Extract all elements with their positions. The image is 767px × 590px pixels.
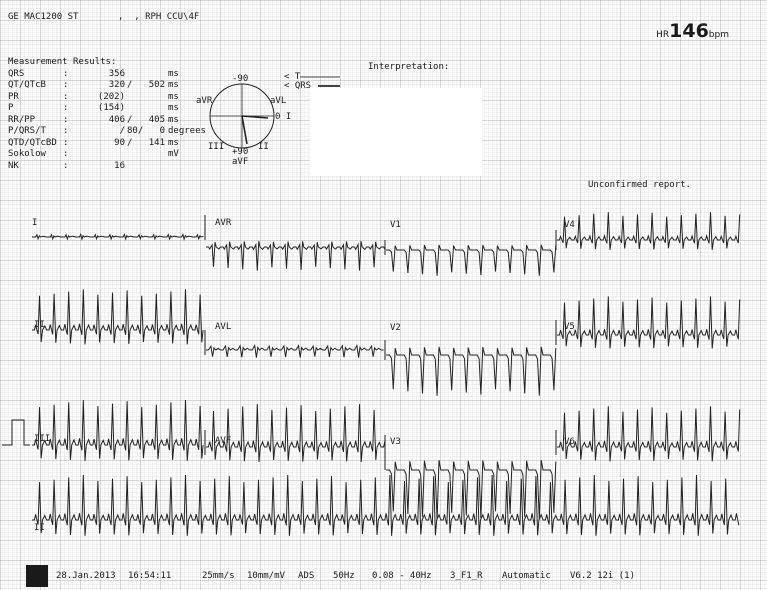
trace-lead-i xyxy=(32,234,204,239)
measurement-value: 16 xyxy=(114,160,125,171)
measurement-colon: : xyxy=(63,68,69,79)
measurement-label: P xyxy=(8,103,14,113)
lead-label-v1: V1 xyxy=(390,220,401,230)
footer-gain: 10mm/mV xyxy=(247,571,285,581)
trace-lead-ii xyxy=(32,289,203,344)
trace-lead-v5 xyxy=(557,296,740,348)
lead-label-i: I xyxy=(32,218,38,228)
measurement-value: / xyxy=(119,126,125,136)
measurement-value: (154) xyxy=(97,103,125,113)
footer-speed: 25mm/s xyxy=(202,571,235,581)
calibration-pulse xyxy=(2,420,30,445)
measurement-label: P/QRS/T xyxy=(8,126,46,136)
footer-filter: 0.08 - 40Hz xyxy=(372,571,432,581)
measurement-separator: / xyxy=(127,80,133,90)
trace-rhythm-ii xyxy=(32,475,739,536)
measurement-value: 90 xyxy=(114,137,125,148)
lead-label-avr: AVR xyxy=(215,218,232,228)
lead-label-v6: V6 xyxy=(564,437,575,447)
lead-label-rhythm: II xyxy=(34,523,45,533)
measurement-label: PR xyxy=(8,91,19,102)
footer-mains: 50Hz xyxy=(333,571,355,581)
device-name: GE MAC1200 ST xyxy=(8,12,79,22)
patient-location: , , RPH CCU\4F xyxy=(118,12,200,22)
measurement-title: Measurement Results: xyxy=(8,57,117,67)
measurement-colon: : xyxy=(63,91,69,102)
hr-value: 146 xyxy=(669,20,709,42)
measurement-colon: : xyxy=(63,103,69,113)
measurement-label: Sokolow xyxy=(8,149,46,159)
lead-label-v5: V5 xyxy=(564,322,575,332)
measurement-colon: : xyxy=(63,149,69,159)
axis-bottom-label: +90 xyxy=(232,147,249,157)
axis-avr-label: aVR xyxy=(196,96,213,106)
measurement-separator: 80/ xyxy=(127,126,144,136)
measurement-label: RR/PP xyxy=(8,114,36,125)
trace-lead-avf xyxy=(206,404,385,462)
legend-t-text: T xyxy=(294,72,301,82)
footer-code: 3_F1_R xyxy=(450,571,483,581)
axis-ii-label: II xyxy=(258,142,269,152)
measurement-value: 406 xyxy=(108,114,125,125)
lead-label-v3: V3 xyxy=(390,437,401,447)
trace-lead-v3 xyxy=(386,460,556,519)
hr-label: HR xyxy=(656,30,670,40)
trace-lead-v2 xyxy=(386,347,556,396)
measurement-unit: ms xyxy=(168,91,179,102)
axis-top-label: -90 xyxy=(232,74,249,84)
legend-qrs-label: < QRS xyxy=(284,81,312,91)
measurement-unit: ms xyxy=(168,80,179,90)
axis-qrs-vector xyxy=(242,116,247,144)
measurement-value-2: 141 xyxy=(148,137,165,148)
measurement-separator: / xyxy=(127,114,133,125)
measurement-separator: / xyxy=(127,137,133,148)
trace-lead-v6 xyxy=(557,406,740,461)
footer-time: 16:54:11 xyxy=(128,571,172,581)
legend-qrs-text: QRS xyxy=(294,81,312,91)
footer-date: 28.Jan.2013 xyxy=(56,571,116,581)
measurement-unit: ms xyxy=(168,103,179,113)
measurement-label: QRS xyxy=(8,68,25,79)
measurement-value-2: 0 xyxy=(159,126,165,136)
measurement-label: QT/QTcB xyxy=(8,80,46,90)
axis-avf-label: aVF xyxy=(232,157,249,167)
measurement-colon: : xyxy=(63,137,69,148)
measurement-unit: ms xyxy=(168,114,179,125)
measurement-value: 320 xyxy=(108,80,125,90)
lead-label-v4: V4 xyxy=(564,220,575,230)
measurement-colon: : xyxy=(63,80,69,90)
lead-label-iii: III xyxy=(34,434,51,444)
footer-version: V6.2 12i (1) xyxy=(570,571,636,581)
lead-label-ii: II xyxy=(34,320,45,330)
interpretation-title: Interpretation: xyxy=(368,62,450,72)
trace-lead-iii xyxy=(32,400,203,461)
axis-iii-label: III xyxy=(208,142,225,152)
lead-label-avf: AVF xyxy=(215,436,232,446)
measurement-colon: : xyxy=(63,114,69,125)
report-status: Unconfirmed report. xyxy=(588,180,691,190)
measurement-unit: ms xyxy=(168,137,179,148)
trace-lead-v1 xyxy=(386,245,556,276)
measurement-unit: degrees xyxy=(168,126,206,136)
axis-right-label: 0 I xyxy=(275,112,292,122)
measurement-unit: ms xyxy=(168,68,179,79)
trace-lead-v4 xyxy=(557,212,740,250)
footer-black-marker xyxy=(26,565,48,587)
measurement-value-2: 502 xyxy=(148,80,165,90)
measurement-value-2: 405 xyxy=(148,114,165,125)
trace-lead-avr xyxy=(206,241,385,271)
lead-label-v2: V2 xyxy=(390,323,401,333)
measurement-label: NK xyxy=(8,160,19,171)
measurement-value: (202) xyxy=(97,91,125,102)
lead-label-avl: AVL xyxy=(215,322,232,332)
measurement-colon: : xyxy=(63,160,69,171)
measurement-unit: mV xyxy=(168,149,179,159)
measurement-colon: : xyxy=(63,126,69,136)
measurement-value: 356 xyxy=(108,68,125,79)
trace-lead-avl xyxy=(206,346,384,358)
legend-t-label: < T xyxy=(284,72,301,82)
axis-avl-label: aVL xyxy=(270,96,287,106)
measurement-label: QTD/QTcBD xyxy=(8,137,57,148)
footer-mode: Automatic xyxy=(502,571,551,581)
hr-unit: bpm xyxy=(708,30,729,40)
footer-ads: ADS xyxy=(298,571,315,581)
axis-wheel xyxy=(210,77,340,148)
